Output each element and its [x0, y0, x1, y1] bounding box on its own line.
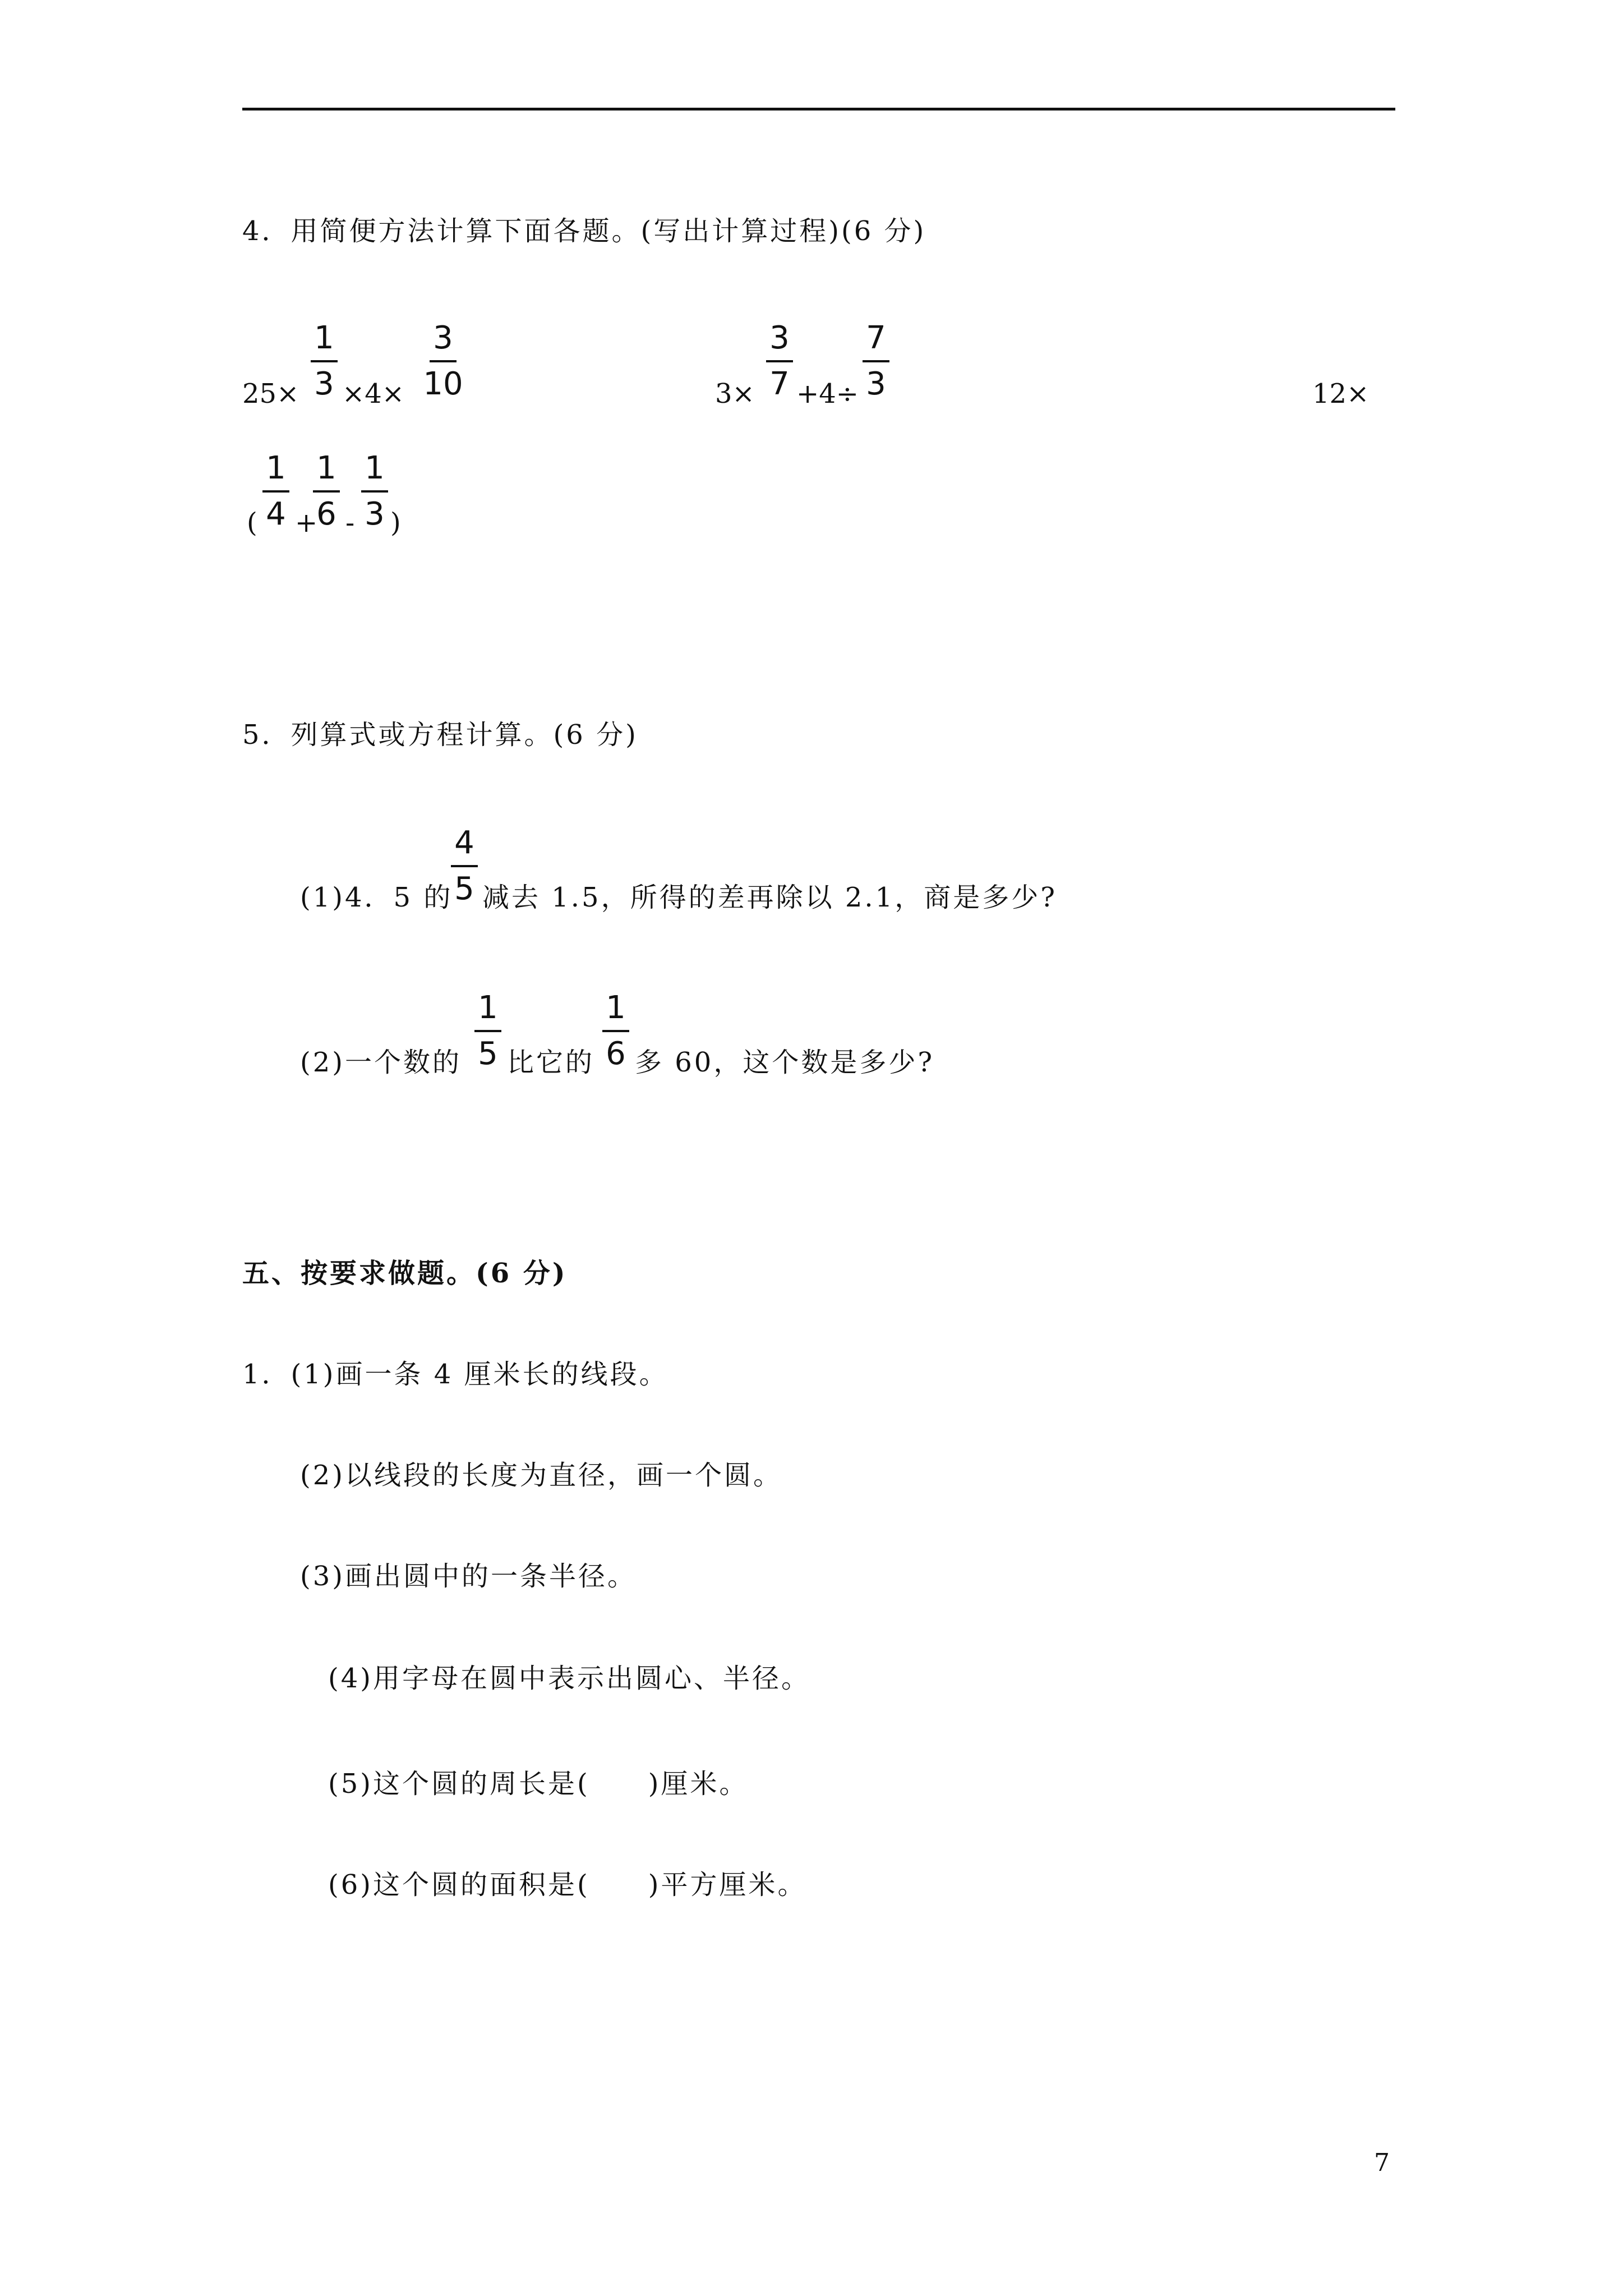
q5-part2-fraction-2: 1 6 — [593, 988, 638, 1074]
expr2-lead: 3× — [715, 378, 755, 409]
q5-part1-before: (1)4．5 的 — [300, 882, 453, 913]
expr3-open-paren: ( — [247, 507, 257, 539]
q5-title: 5．列算式或方程计算。(6 分) — [242, 719, 638, 751]
expr2-mid: +4÷ — [796, 378, 859, 409]
section5-item-2: (2)以线段的长度为直径，画一个圆。 — [300, 1460, 782, 1491]
expr3-fraction-1: 1 4 — [253, 449, 298, 534]
expr3-fraction-3: 1 3 — [352, 449, 397, 534]
page-number: 7 — [1374, 2148, 1390, 2177]
section5-item-3: (3)画出圆中的一条半径。 — [300, 1561, 637, 1592]
expr3-close-paren: ) — [390, 507, 401, 539]
q5-part2-before: (2)一个数的 — [300, 1047, 462, 1078]
q5-part1-fraction: 4 5 — [442, 823, 487, 909]
q4-title: 4．用简便方法计算下面各题。(写出计算过程)(6 分) — [242, 215, 926, 247]
expr2-fraction-1: 3 7 — [757, 319, 802, 404]
expr1-fraction-2: 3 10 — [423, 320, 463, 402]
expr3-plus: + — [295, 507, 318, 539]
expr1-mid: ×4× — [342, 378, 404, 409]
header-rule — [242, 108, 1395, 111]
expr3-minus: - — [345, 507, 355, 539]
section5-title: 五、按要求做题。(6 分) — [242, 1258, 568, 1289]
expr2-fraction-2: 7 3 — [854, 319, 898, 404]
expr3-fraction-2: 1 6 — [304, 449, 349, 534]
expr1-fraction-1: 1 3 — [302, 319, 347, 404]
q5-part2-mid: 比它的 — [507, 1047, 595, 1078]
expr3-lead: 12× — [1312, 378, 1370, 409]
q5-part2-fraction-1: 1 5 — [465, 988, 510, 1074]
q5-part2-after: 多 60，这个数是多少? — [635, 1047, 935, 1078]
section5-item-5: (5)这个圆的周长是( )厘米。 — [328, 1768, 749, 1800]
q5-part1-after: 减去 1.5，所得的差再除以 2.1，商是多少? — [482, 882, 1057, 913]
section5-item-1: 1．(1)画一条 4 厘米长的线段。 — [242, 1359, 668, 1390]
section5-item-4: (4)用字母在圆中表示出圆心、半径。 — [328, 1663, 810, 1694]
expr1-lead: 25× — [242, 378, 299, 409]
section5-item-6: (6)这个圆的面积是( )平方厘米。 — [328, 1869, 807, 1901]
